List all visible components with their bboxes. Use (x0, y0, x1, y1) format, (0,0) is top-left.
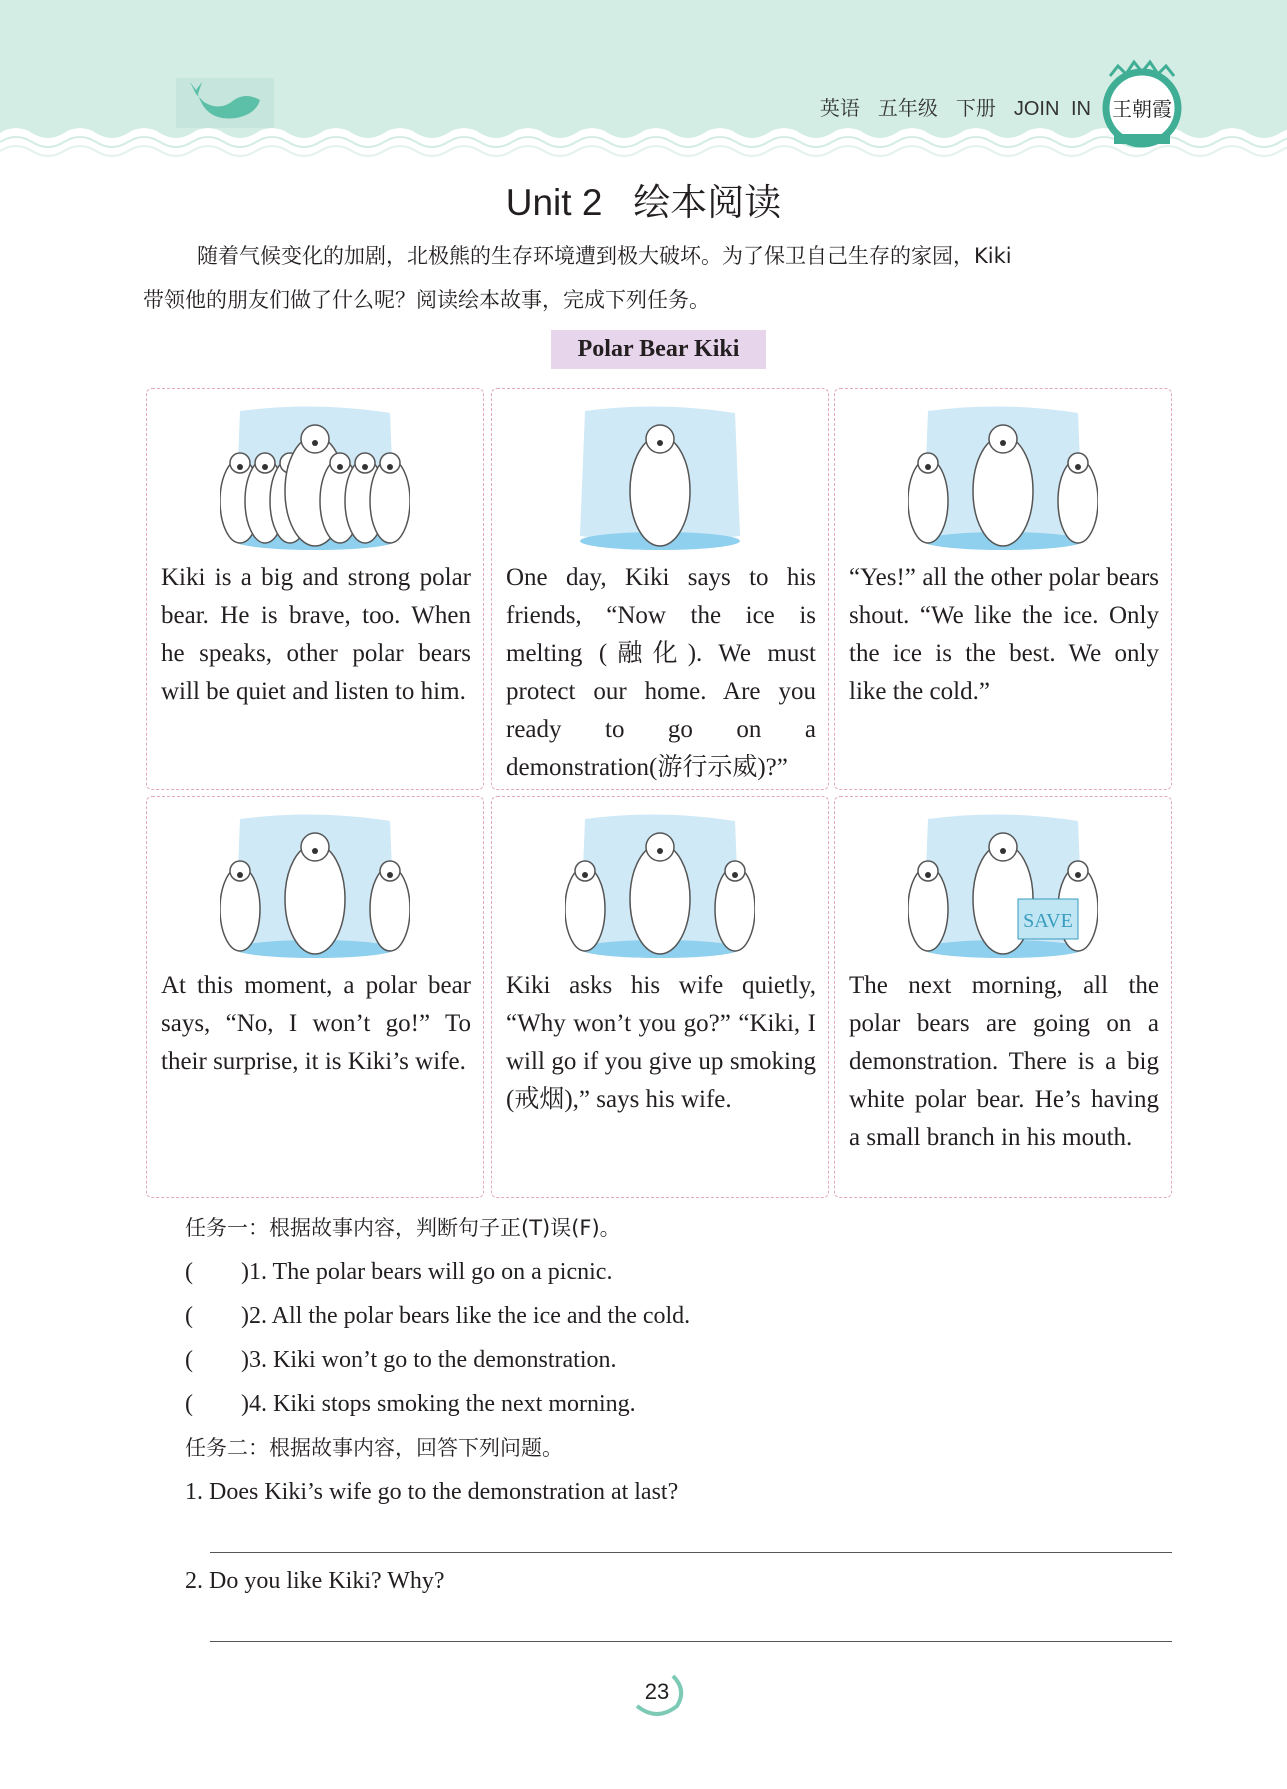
story-panel-6 (834, 796, 1172, 1198)
panel-text: The next morning, all the polar bears are going on a demonstration. There is a big white polar bear. He’s having a small branch in his mouth. (849, 972, 1159, 1151)
page-number: 23 (644, 1679, 670, 1704)
story-title: Polar Bear Kiki (551, 330, 766, 369)
question-2: 2. Do you like Kiki? Why? (185, 1568, 445, 1594)
tf-item-1: ( )1. The polar bears will go on a picnic. (185, 1259, 613, 1285)
story-panel-3 (834, 388, 1172, 790)
tf-item-3: ( )3. Kiki won’t go to the demonstration. (185, 1347, 617, 1373)
book-subject-label: 英语 五年级 下册 JOIN IN (819, 98, 1091, 120)
story-panel-2 (491, 388, 829, 790)
polar-bear-illustration (565, 809, 755, 959)
story-panel-5 (491, 796, 829, 1198)
task1-title: 任务一：根据故事内容，判断句子正(T)误(F)。 (185, 1216, 621, 1240)
tf-item-2: ( )2. All the polar bears like the ice and the cold. (185, 1303, 691, 1329)
brand-logo (1100, 58, 1184, 150)
whale-icon (176, 78, 274, 128)
answer-line-2[interactable] (210, 1641, 1172, 1642)
svg-text:王朝霞: 王朝霞 (1112, 97, 1172, 121)
intro-line-1: 随着气候变化的加剧，北极熊的生存环境遭到极大破坏。为了保卫自己生存的家园，Kiki (197, 244, 1012, 268)
polar-bear-illustration (908, 401, 1098, 551)
panel-text: One day, Kiki says to his friends, “Now the ice is melting (融化). We must protect our home. Are you ready to go on a demonstration(游行示威)?” (506, 564, 816, 781)
intro-line-2: 带领他的朋友们做了什么呢？阅读绘本故事，完成下列任务。 (143, 288, 710, 312)
panel-text: At this moment, a polar bear says, “No, I won’t go!” To their surprise, it is Kiki’s wife. (161, 972, 471, 1075)
story-panel-1 (146, 388, 484, 790)
polar-bear-illustration (565, 401, 755, 551)
panel-text: Kiki is a big and strong polar bear. He is brave, too. When he speaks, other polar bears will be quiet and listen to him. (161, 564, 471, 705)
answer-line-1[interactable] (210, 1552, 1172, 1553)
polar-bear-illustration (220, 809, 410, 959)
tf-item-4: ( )4. Kiki stops smoking the next morning. (185, 1391, 636, 1417)
panel-text: “Yes!” all the other polar bears shout. “We like the ice. Only the ice is the best. We only like the cold.” (849, 564, 1159, 705)
question-1: 1. Does Kiki’s wife go to the demonstration at last? (185, 1479, 679, 1505)
protest-sign-text: SAVE (1023, 910, 1073, 932)
page-title: Unit 2 绘本阅读 (505, 182, 782, 223)
polar-bear-illustration (220, 401, 410, 551)
polar-bear-illustration (908, 809, 1098, 959)
panel-text: Kiki asks his wife quietly, “Why won’t you go?” “Kiki, I will go if you give up smoking (戒烟),” says his wife. (506, 972, 816, 1113)
task2-title: 任务二：根据故事内容，回答下列问题。 (185, 1436, 563, 1460)
story-panel-4 (146, 796, 484, 1198)
